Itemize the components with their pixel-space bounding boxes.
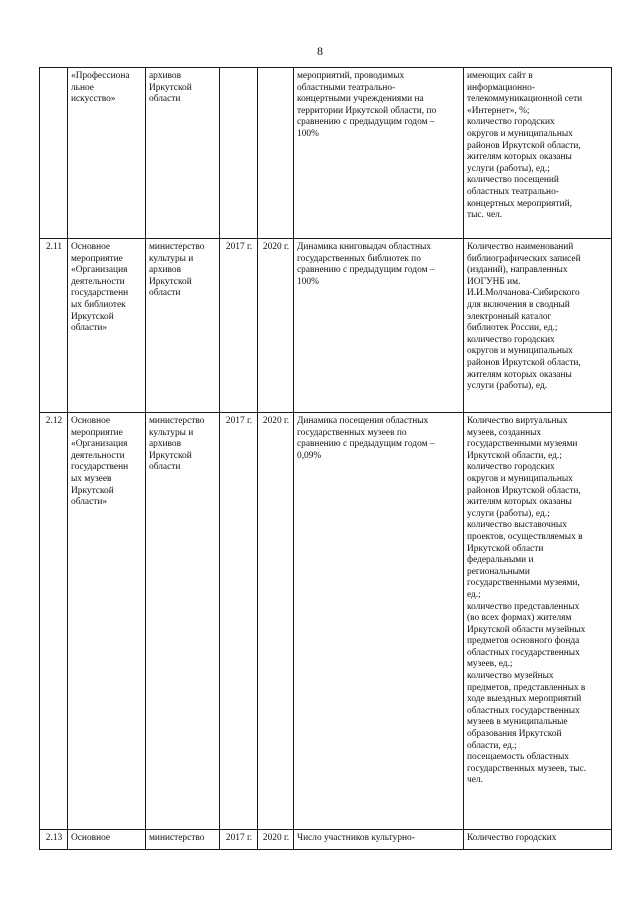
start-year-cell: 2017 г.	[220, 830, 258, 850]
executor-cell: министерство культуры и архивов Иркутской области	[146, 239, 220, 413]
page-number: 8	[317, 44, 323, 58]
program-measures-table	[39, 67, 612, 850]
end-year-cell	[258, 68, 294, 239]
start-year-cell: 2017 г.	[220, 413, 258, 830]
indicator-cell: Динамика книговыдач областных государственных библиотек по сравнению с предыдущим годом – 100%	[294, 239, 464, 413]
event-name-cell: Основное мероприятие «Организация деятельности государственн ых музеев Иркутской области»	[68, 413, 146, 830]
table-row	[40, 68, 612, 239]
event-name-cell: Основное	[68, 830, 146, 850]
result-cell: Количество наименований библиографических записей (изданий), направленных ИОГУНБ им. И.И.Молчанова-Сибирского для включения в сводный электронный каталог библиотек России, ед.; количество городских округов и муниципальных районов Иркутской области, жителям которых оказаны услуги (работы), ед.	[464, 239, 612, 413]
end-year-cell: 2020 г.	[258, 239, 294, 413]
event-name-cell: Основное мероприятие «Организация деятельности государственн ых библиотек Иркутской области»	[68, 239, 146, 413]
indicator-cell: Число участников культурно-	[294, 830, 464, 850]
end-year-cell: 2020 г.	[258, 413, 294, 830]
row-number-cell: 2.13	[40, 830, 68, 850]
row-number-cell: 2.12	[40, 413, 68, 830]
start-year-cell	[220, 68, 258, 239]
row-number-cell	[40, 68, 68, 239]
table-row	[40, 239, 612, 413]
executor-cell: министерство	[146, 830, 220, 850]
row-number-cell: 2.11	[40, 239, 68, 413]
result-cell: Количество городских	[464, 830, 612, 850]
executor-cell: архивов Иркутской области	[146, 68, 220, 239]
table-row	[40, 413, 612, 830]
start-year-cell: 2017 г.	[220, 239, 258, 413]
indicator-cell: Динамика посещения областных государственных музеев по сравнению с предыдущим годом – 0,09%	[294, 413, 464, 830]
end-year-cell: 2020 г.	[258, 830, 294, 850]
result-cell: имеющих сайт в информационно- телекоммуникационной сети «Интернет», %; количество городских округов и муниципальных районов Иркутской области, жителям которых оказаны услуги (работы), ед.; количество посещений областных театрально- концертных мероприятий, тыс. чел.	[464, 68, 612, 239]
event-name-cell: «Профессиона льное искусство»	[68, 68, 146, 239]
executor-cell: министерство культуры и архивов Иркутской области	[146, 413, 220, 830]
result-cell: Количество виртуальных музеев, созданных государственными музеями Иркутской области, ед.; количество городских округов и муниципальных районов Иркутской области, жителям которых оказаны услуги (работы), ед.; количество выставочных проектов, осуществляемых в Иркутской области федеральными и региональными государственными музеями, ед.; количество представленных (во всех формах) жителям Иркутской области музейных предметов основного фонда областных государственных музеев, ед.; количество музейных предметов, представленных в ходе выездных мероприятий областных государственных музеев в муниципальные образования Иркутской области, ед.; посещаемость областных государственных музеев, тыс. чел.	[464, 413, 612, 830]
indicator-cell: мероприятий, проводимых областными театрально- концертными учреждениями на территории Иркутской области, по сравнению с предыдущим годом – 100%	[294, 68, 464, 239]
table-row	[40, 830, 612, 850]
